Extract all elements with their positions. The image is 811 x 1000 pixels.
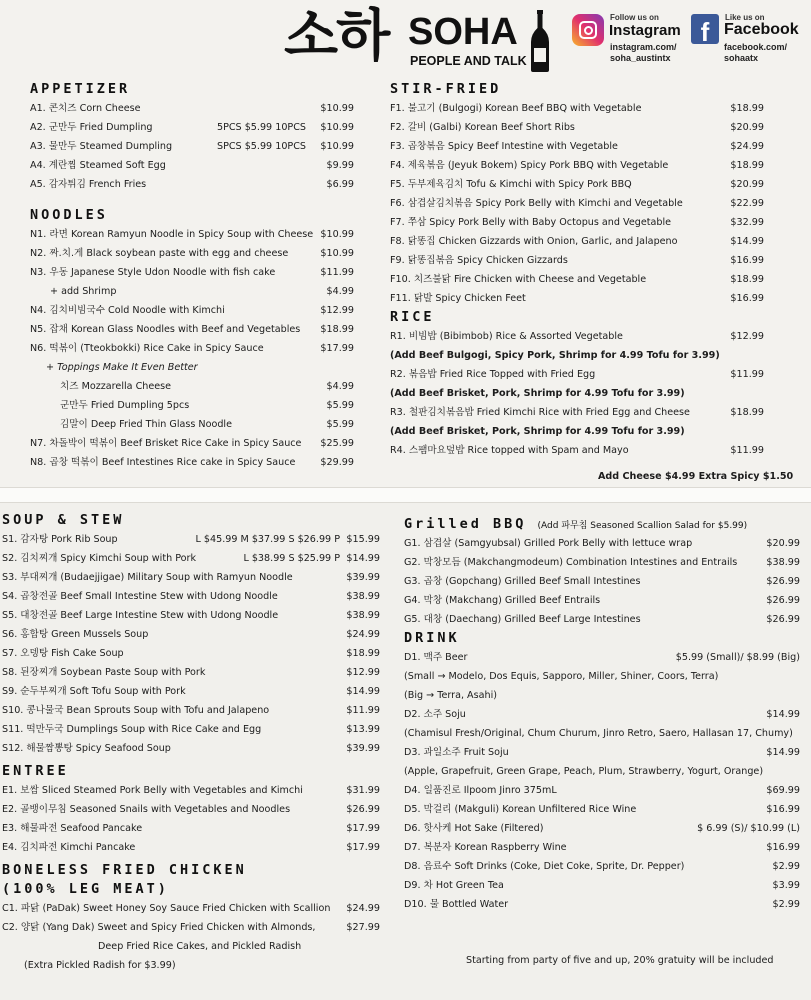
menu-item — [30, 358, 354, 377]
menu-item — [390, 99, 764, 118]
menu-item — [30, 377, 354, 396]
menu-item-name: D5. 막걸리 (Makguli) Korean Unfiltered Rice Wine — [404, 804, 637, 815]
rice-list — [390, 327, 764, 460]
menu-item-price: $31.99 — [346, 785, 380, 796]
menu-item-sizes: SPCS $5.99 10PCS — [216, 141, 306, 152]
soup-stew-list — [2, 530, 380, 758]
menu-item — [30, 175, 354, 194]
menu-item — [2, 625, 380, 644]
menu-item — [390, 270, 764, 289]
menu-item — [2, 937, 380, 956]
menu-item-name: R2. 볶음밥 Fried Rice Topped with Fried Egg — [390, 369, 596, 380]
menu-item-price: $11.99 — [320, 267, 354, 278]
menu-item-price: $24.99 — [346, 629, 380, 640]
menu-item-price: $2.99 — [772, 861, 800, 872]
menu-item — [390, 156, 764, 175]
menu-item-price: $18.99 — [346, 648, 380, 659]
menu-item-price: $39.99 — [346, 743, 380, 754]
menu-item — [2, 781, 380, 800]
logo-korean: 소하 — [284, 4, 389, 69]
grilled-bbq-note: (Add 파무침 Seasoned Scallion Salad for $5.99) — [537, 521, 748, 531]
grilled-bbq-title: Grilled BBQ — [404, 516, 527, 532]
logo-tagline: PEOPLE AND TALK — [410, 54, 527, 68]
menu-item — [2, 606, 380, 625]
menu-item-sizes: 5PCS $5.99 10PCS — [216, 122, 306, 133]
facebook-link[interactable] — [691, 12, 806, 68]
menu-item-price: $6.99 — [326, 179, 354, 190]
menu-item-name: D6. 핫사케 Hot Sake (Filtered) — [404, 823, 544, 834]
menu-item — [2, 819, 380, 838]
menu-item — [2, 682, 380, 701]
menu-item-price: $18.99 — [730, 407, 764, 418]
menu-item-name: + Toppings Make It Even Better — [46, 362, 198, 373]
menu-page-1 — [0, 0, 811, 487]
menu-item-price: $38.99 — [346, 591, 380, 602]
menu-item-name: S6. 홍합탕 Green Mussels Soup — [2, 629, 149, 640]
menu-item — [404, 800, 800, 819]
menu-item-name: A3. 물만두 Steamed Dumpling — [30, 141, 173, 152]
menu-item-price: $12.99 — [346, 667, 380, 678]
menu-item-price: $16.99 — [730, 255, 764, 266]
instagram-follow-text: Follow us on — [610, 13, 659, 22]
appetizer-list — [30, 99, 354, 194]
menu-item-price: $16.99 — [766, 804, 800, 815]
menu-item-price: $10.99 — [320, 122, 354, 133]
menu-item — [2, 530, 380, 549]
menu-item — [404, 724, 800, 743]
menu-item-name: N7. 차돌박이 떡볶이 Beef Brisket Rice Cake in Spicy Sauce — [30, 438, 302, 449]
menu-item-price: $26.99 — [346, 804, 380, 815]
menu-item-price: $26.99 — [766, 595, 800, 606]
menu-item-name: D10. 물 Bottled Water — [404, 899, 509, 910]
menu-item-name: N3. 우동 Japanese Style Udon Noodle with fish cake — [30, 267, 276, 278]
menu-item — [390, 327, 764, 346]
instagram-link[interactable] — [572, 12, 687, 68]
menu-item-name: A5. 감자튀김 French Fries — [30, 179, 147, 190]
menu-item — [404, 610, 800, 629]
menu-item-name: D1. 맥주 Beer — [404, 652, 468, 663]
menu-item-name: G4. 막창 (Makchang) Grilled Beef Entrails — [404, 595, 601, 606]
menu-item-name: S1. 감자탕 Pork Rib Soup — [2, 534, 118, 545]
menu-item — [30, 415, 354, 434]
menu-item-name: (Small → Modelo, Dos Equis, Sapporo, Miller, Shiner, Coors, Terra) — [404, 671, 719, 682]
menu-item-price: $4.99 — [326, 286, 354, 297]
menu-item-price: $26.99 — [766, 576, 800, 587]
menu-item-name: D7. 복분자 Korean Raspberry Wine — [404, 842, 567, 853]
menu-item-price: $24.99 — [730, 141, 764, 152]
menu-item-price: $ 6.99 (S)/ $10.99 (L) — [697, 823, 800, 834]
menu-item-name: R4. 스팸마요덮밥 Rice topped with Spam and Mayo — [390, 445, 629, 456]
menu-item — [390, 365, 764, 384]
menu-item-price: $2.99 — [772, 899, 800, 910]
menu-item-name: D9. 차 Hot Green Tea — [404, 880, 504, 891]
menu-item — [2, 587, 380, 606]
menu-item-name: Deep Fried Rice Cakes, and Pickled Radish — [98, 941, 302, 952]
menu-item-price: $11.99 — [730, 445, 764, 456]
menu-item-price: $10.99 — [320, 141, 354, 152]
menu-item-price: $12.99 — [730, 331, 764, 342]
menu-item-name: F1. 불고기 (Bulgogi) Korean Beef BBQ with Vegetable — [390, 103, 642, 114]
menu-item — [2, 739, 380, 758]
menu-item — [404, 876, 800, 895]
menu-item-name: A4. 계란찜 Steamed Soft Egg — [30, 160, 166, 171]
menu-item — [404, 686, 800, 705]
menu-item-name: (Chamisul Fresh/Original, Chum Churum, Jinro Retro, Saero, Hallasan 17, Chumy) — [404, 728, 793, 739]
drink-list — [404, 648, 800, 914]
menu-item — [30, 225, 354, 244]
instagram-icon — [572, 14, 604, 46]
page-divider — [0, 487, 811, 503]
menu-item — [404, 705, 800, 724]
menu-item-name: F7. 쭈삼 Spicy Pork Belly with Baby Octopus and Vegetable — [390, 217, 672, 228]
menu-item-price: $13.99 — [346, 724, 380, 735]
menu-item-price: $29.99 — [320, 457, 354, 468]
menu-item-name: F11. 닭발 Spicy Chicken Feet — [390, 293, 526, 304]
menu-item-name: E2. 골뱅이무침 Seasoned Snails with Vegetables and Noodles — [2, 804, 291, 815]
menu-item-price: $18.99 — [730, 103, 764, 114]
menu-item — [404, 572, 800, 591]
rice-heading: RICE — [390, 309, 435, 325]
menu-item — [390, 289, 764, 308]
facebook-like-text: Like us on — [725, 13, 765, 22]
menu-item-price: $39.99 — [346, 572, 380, 583]
menu-item-price: $16.99 — [730, 293, 764, 304]
menu-item-price: $24.99 — [346, 903, 380, 914]
menu-item-name: F3. 곱창볶음 Spicy Beef Intestine with Vegetable — [390, 141, 618, 152]
menu-item-name: S12. 해물짬뽕탕 Spicy Seafood Soup — [2, 743, 171, 754]
menu-item-name: 치즈 Mozzarella Cheese — [60, 381, 172, 392]
menu-item-name: S2. 김치찌개 Spicy Kimchi Soup with Pork — [2, 553, 197, 564]
menu-item-name: D2. 소주 Soju — [404, 709, 466, 720]
menu-item — [404, 743, 800, 762]
menu-item-name: S11. 떡만두국 Dumplings Soup with Rice Cake and Egg — [2, 724, 262, 735]
menu-item — [2, 701, 380, 720]
menu-item-price: $14.99 — [346, 553, 380, 564]
menu-item — [404, 553, 800, 572]
menu-item-price: $18.99 — [730, 160, 764, 171]
menu-item-price: $15.99 — [346, 534, 380, 545]
menu-item-name: G1. 삼겹살 (Samgyubsal) Grilled Pork Belly with lettuce wrap — [404, 538, 693, 549]
menu-item-name: D8. 음료수 Soft Drinks (Coke, Diet Coke, Sprite, Dr. Pepper) — [404, 861, 685, 872]
menu-item-name: (Extra Pickled Radish for $3.99) — [24, 960, 176, 971]
menu-item — [30, 453, 354, 472]
entree-heading: ENTREE — [2, 763, 69, 779]
menu-item-price: $10.99 — [320, 103, 354, 114]
menu-item-name: 김말이 Deep Fried Thin Glass Noodle — [60, 419, 232, 430]
grilled-bbq-heading — [404, 515, 800, 534]
menu-item-name: S7. 오뎅탕 Fish Cake Soup — [2, 648, 124, 659]
menu-item-price: $38.99 — [766, 557, 800, 568]
menu-item-price: $20.99 — [730, 122, 764, 133]
menu-item-name: R1. 비빔밥 (Bibimbob) Rice & Assorted Vegetable — [390, 331, 623, 342]
menu-item-price: $11.99 — [730, 369, 764, 380]
chicken-heading-2: (100% LEG MEAT) — [2, 881, 169, 897]
menu-item-name: C1. 파닭 (PaDak) Sweet Honey Soy Sauce Fried Chicken with Scallion — [2, 903, 331, 914]
menu-item — [2, 644, 380, 663]
instagram-url: instagram.com/ soha_austintx — [610, 42, 677, 63]
menu-item — [404, 838, 800, 857]
menu-page-2 — [0, 503, 811, 1000]
menu-item-name: F6. 삼겹살김치볶음 Spicy Pork Belly with Kimchi and Vegetable — [390, 198, 683, 209]
entree-list — [2, 781, 380, 857]
chicken-list — [2, 899, 380, 975]
gratuity-note: Starting from party of five and up, 20% gratuity will be included — [466, 955, 774, 966]
menu-item-name: S4. 곱창전골 Beef Small Intestine Stew with Udong Noodle — [2, 591, 278, 602]
menu-item-price: $27.99 — [346, 922, 380, 933]
menu-item-name: S3. 부대찌개 (Budaejjigae) Military Soup with Ramyun Noodle — [2, 572, 293, 583]
menu-item-name: N1. 라면 Korean Ramyun Noodle in Spicy Soup with Cheese — [30, 229, 314, 240]
menu-item-name: A2. 군만두 Fried Dumpling — [30, 122, 153, 133]
right-column-page2 — [404, 515, 800, 914]
instagram-label: Instagram — [609, 22, 681, 39]
stir-fried-list — [390, 99, 764, 308]
menu-item — [390, 175, 764, 194]
menu-item-price: $11.99 — [346, 705, 380, 716]
menu-item-price: $14.99 — [730, 236, 764, 247]
menu-item — [404, 857, 800, 876]
soup-stew-heading: SOUP & STEW — [2, 512, 125, 528]
menu-item-price: $14.99 — [766, 747, 800, 758]
facebook-icon: f — [691, 14, 719, 44]
left-column-page2 — [2, 511, 380, 975]
menu-item-price: $10.99 — [320, 248, 354, 259]
menu-item — [30, 434, 354, 453]
menu-item-name: D4. 일품진로 Ilpoom Jinro 375mL — [404, 785, 557, 796]
appetizer-heading: APPETIZER — [30, 81, 131, 97]
menu-item-name: (Big → Terra, Asahi) — [404, 690, 497, 701]
menu-item-name: 군만두 Fried Dumpling 5pcs — [60, 400, 190, 411]
menu-item-name: N6. 떡볶이 (Tteokbokki) Rice Cake in Spicy Sauce — [30, 343, 264, 354]
menu-item — [390, 251, 764, 270]
menu-item-sizes: L $45.99 M $37.99 S $26.99 P — [195, 534, 340, 545]
menu-item-price: $5.99 — [326, 400, 354, 411]
menu-item-price: $16.99 — [766, 842, 800, 853]
menu-item-price: $5.99 — [326, 419, 354, 430]
left-column-page1 — [30, 80, 354, 472]
menu-item-price: $18.99 — [320, 324, 354, 335]
menu-item — [2, 918, 380, 937]
menu-item-price: $5.99 (Small)/ $8.99 (Big) — [675, 652, 800, 663]
noodles-list — [30, 225, 354, 472]
menu-item-price: $17.99 — [346, 842, 380, 853]
menu-item-price: $14.99 — [346, 686, 380, 697]
menu-item-name: S9. 순두부찌개 Soft Tofu Soup with Pork — [2, 686, 186, 697]
menu-item — [390, 194, 764, 213]
menu-item-name: G5. 대창 (Daechang) Grilled Beef Large Intestines — [404, 614, 641, 625]
menu-item-price: $14.99 — [766, 709, 800, 720]
menu-item-name: F2. 갈비 (Galbi) Korean Beef Short Ribs — [390, 122, 575, 133]
menu-item-name: F4. 제육볶음 (Jeyuk Bokem) Spicy Pork BBQ with Vegetable — [390, 160, 669, 171]
menu-item-price: $38.99 — [346, 610, 380, 621]
noodles-heading: NOODLES — [30, 207, 108, 223]
grilled-bbq-list — [404, 534, 800, 629]
menu-item — [390, 403, 764, 422]
menu-item — [30, 320, 354, 339]
right-column-page1 — [390, 80, 764, 460]
menu-item-name: S10. 콩나물국 Bean Sprouts Soup with Tofu and Jalapeno — [2, 705, 270, 716]
menu-item-name: + add Shrimp — [50, 286, 117, 297]
menu-item — [2, 568, 380, 587]
menu-item-name: F5. 두부제육김치 Tofu & Kimchi with Spicy Pork BBQ — [390, 179, 632, 190]
menu-item-price: $12.99 — [320, 305, 354, 316]
menu-item-name: S8. 된장찌개 Soybean Paste Soup with Pork — [2, 667, 206, 678]
menu-item-name: F9. 닭똥집볶음 Spicy Chicken Gizzards — [390, 255, 568, 266]
menu-item-name: F8. 닭똥집 Chicken Gizzards with Onion, Garlic, and Jalapeno — [390, 236, 678, 247]
menu-item — [390, 346, 764, 365]
menu-item-name: R3. 철판김치볶음밥 Fried Kimchi Rice with Fried Egg and Cheese — [390, 407, 690, 418]
menu-item-price: $26.99 — [766, 614, 800, 625]
chicken-heading-1: BONELESS FRIED CHICKEN — [2, 862, 247, 878]
menu-item-name: N4. 김치비빔국수 Cold Noodle with Kimchi — [30, 305, 225, 316]
menu-item — [30, 99, 354, 118]
menu-item — [2, 663, 380, 682]
menu-item-price: $3.99 — [772, 880, 800, 891]
menu-item — [30, 396, 354, 415]
soha-logo — [284, 4, 554, 76]
menu-item — [404, 895, 800, 914]
menu-item — [30, 137, 354, 156]
menu-item-name: E4. 김치파전 Kimchi Pancake — [2, 842, 136, 853]
menu-item — [30, 301, 354, 320]
menu-item — [30, 263, 354, 282]
menu-item-name: (Apple, Grapefruit, Green Grape, Peach, Plum, Strawberry, Yogurt, Orange) — [404, 766, 764, 777]
menu-item — [2, 720, 380, 739]
menu-item-price: $20.99 — [730, 179, 764, 190]
soju-bottle-icon — [530, 10, 550, 72]
menu-item-name: (Add Beef Bulgogi, Spicy Pork, Shrimp for 4.99 Tofu for 3.99) — [390, 350, 720, 361]
menu-item-name: E1. 보쌈 Sliced Steamed Pork Belly with Vegetables and Kimchi — [2, 785, 303, 796]
menu-item-name: F10. 치즈불닭 Fire Chicken with Cheese and Vegetable — [390, 274, 647, 285]
menu-item-sizes: L $38.99 S $25.99 P — [243, 553, 340, 564]
menu-item — [2, 956, 380, 975]
menu-item — [404, 819, 800, 838]
menu-item — [390, 118, 764, 137]
facebook-label: Facebook — [724, 21, 799, 38]
menu-item-name: (Add Beef Brisket, Pork, Shrimp for 4.99 Tofu for 3.99) — [390, 388, 685, 399]
menu-item — [2, 549, 380, 568]
menu-item-price: $17.99 — [320, 343, 354, 354]
menu-item-name: A1. 콘치즈 Corn Cheese — [30, 103, 141, 114]
menu-item-name: E3. 해물파전 Seafood Pancake — [2, 823, 143, 834]
menu-item-name: D3. 과일소주 Fruit Soju — [404, 747, 509, 758]
menu-item-price: $18.99 — [730, 274, 764, 285]
menu-item — [390, 137, 764, 156]
menu-item-name: N5. 잡채 Korean Glass Noodles with Beef and Vegetables — [30, 324, 301, 335]
menu-item-name: N8. 곱창 떡볶이 Beef Intestines Rice cake in Spicy Sauce — [30, 457, 296, 468]
menu-item-price: $4.99 — [326, 381, 354, 392]
menu-item-price: $20.99 — [766, 538, 800, 549]
menu-item — [404, 667, 800, 686]
menu-item-name: S5. 대창전골 Beef Large Intestine Stew with Udong Noodle — [2, 610, 279, 621]
drink-heading: DRINK — [404, 630, 460, 646]
logo-english: SOHA — [408, 11, 518, 53]
menu-item-price: $17.99 — [346, 823, 380, 834]
menu-item — [390, 384, 764, 403]
menu-item — [2, 899, 380, 918]
menu-item — [30, 156, 354, 175]
menu-item-name: C2. 양닭 (Yang Dak) Sweet and Spicy Fried Chicken with Almonds, — [2, 922, 316, 933]
menu-item — [404, 591, 800, 610]
menu-item-name: G2. 막창모듬 (Makchangmodeum) Combination Intestines and Entrails — [404, 557, 738, 568]
menu-item-price: $9.99 — [326, 160, 354, 171]
menu-item-name: N2. 짜.치.게 Black soybean paste with egg and cheese — [30, 248, 289, 259]
menu-item — [404, 648, 800, 667]
menu-item — [404, 762, 800, 781]
menu-item-name: G3. 곱창 (Gopchang) Grilled Beef Small Intestines — [404, 576, 641, 587]
stir-fried-heading: STIR-FRIED — [390, 81, 502, 97]
menu-item — [30, 282, 354, 301]
menu-item — [404, 781, 800, 800]
menu-item — [2, 838, 380, 857]
menu-item-price: $25.99 — [320, 438, 354, 449]
menu-item — [30, 118, 354, 137]
menu-item-price: $32.99 — [730, 217, 764, 228]
menu-item — [404, 534, 800, 553]
menu-item — [30, 339, 354, 358]
menu-item — [30, 244, 354, 263]
menu-item — [390, 441, 764, 460]
menu-item-price: $22.99 — [730, 198, 764, 209]
menu-item-price: $69.99 — [766, 785, 800, 796]
menu-item — [2, 800, 380, 819]
rice-extra-note: Add Cheese $4.99 Extra Spicy $1.50 — [598, 471, 794, 482]
facebook-url: facebook.com/ sohaatx — [724, 42, 788, 63]
menu-item — [390, 422, 764, 441]
menu-item — [390, 213, 764, 232]
menu-item — [390, 232, 764, 251]
menu-item-name: (Add Beef Brisket, Pork, Shrimp for 4.99 Tofu for 3.99) — [390, 426, 685, 437]
menu-item-price: $10.99 — [320, 229, 354, 240]
